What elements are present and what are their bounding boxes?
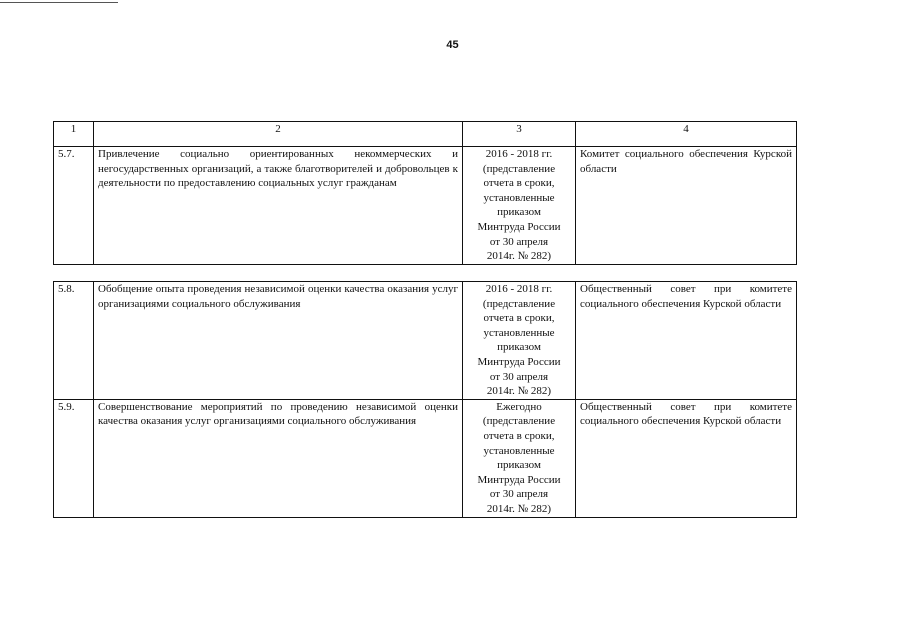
term-line: отчета в сроки, (483, 312, 555, 325)
item-number: 5.9. (54, 399, 94, 517)
item-term (463, 147, 576, 265)
item-responsible: Комитет социального обеспечения Курской области (576, 147, 797, 265)
term-line: 2016 - 2018 гг. (485, 283, 553, 295)
term-line: (представление (482, 415, 556, 428)
table-row (54, 282, 797, 400)
term-line: установленные (483, 444, 555, 457)
term-line: отчета в сроки, (483, 429, 555, 442)
term-line: 2016 - 2018 гг. (485, 148, 553, 160)
item-number: 5.8. (54, 282, 94, 400)
plan-table-part-2 (53, 281, 797, 518)
item-activity: Обобщение опыта проведения независимой оценки качества оказания услуг организациями социального обслуживания (94, 282, 463, 400)
item-number: 5.7. (54, 147, 94, 265)
term-line: установленные (483, 326, 555, 339)
header-cell-4: 4 (576, 122, 797, 147)
table-row (54, 147, 797, 265)
term-line: (представление (482, 162, 556, 175)
term-line: Ежегодно (496, 400, 542, 413)
term-line: установленные (483, 191, 555, 204)
item-responsible: Общественный совет при комитете социального обеспечения Курской области (576, 282, 797, 400)
item-activity: Привлечение социально ориентированных некоммерческих и негосударственных организаций, а также благотворителей и добровольцев к деятельности по предоставлению социальных услуг гражданам (94, 147, 463, 265)
term-line: приказом (497, 459, 541, 472)
item-responsible: Общественный совет при комитете социального обеспечения Курской области (576, 399, 797, 517)
item-activity: Совершенствование мероприятий по проведению независимой оценки качества оказания услуг организациями социального обслуживания (94, 399, 463, 517)
term-line: Минтруда России (477, 355, 561, 368)
term-line: от 30 апреля (489, 488, 549, 501)
header-cell-2: 2 (94, 122, 463, 147)
header-cell-1: 1 (54, 122, 94, 147)
term-line: 2014г. № 282) (486, 502, 552, 515)
page-number: 45 (446, 39, 459, 51)
header-cell-3: 3 (463, 122, 576, 147)
term-line: 2014г. № 282) (486, 250, 552, 263)
term-line: от 30 апреля (489, 370, 549, 383)
term-line: от 30 апреля (489, 235, 549, 248)
term-line: 2014г. № 282) (486, 385, 552, 398)
term-line: приказом (497, 341, 541, 354)
term-line: отчета в сроки, (483, 177, 555, 190)
item-term (463, 399, 576, 517)
plan-table-part-1 (53, 121, 797, 265)
term-line: Минтруда России (477, 473, 561, 486)
table-row (54, 399, 797, 517)
term-line: (представление (482, 297, 556, 310)
header-row (54, 122, 797, 147)
item-term (463, 282, 576, 400)
term-line: Минтруда России (477, 220, 561, 233)
term-line: приказом (497, 206, 541, 219)
top-rule (0, 2, 118, 3)
